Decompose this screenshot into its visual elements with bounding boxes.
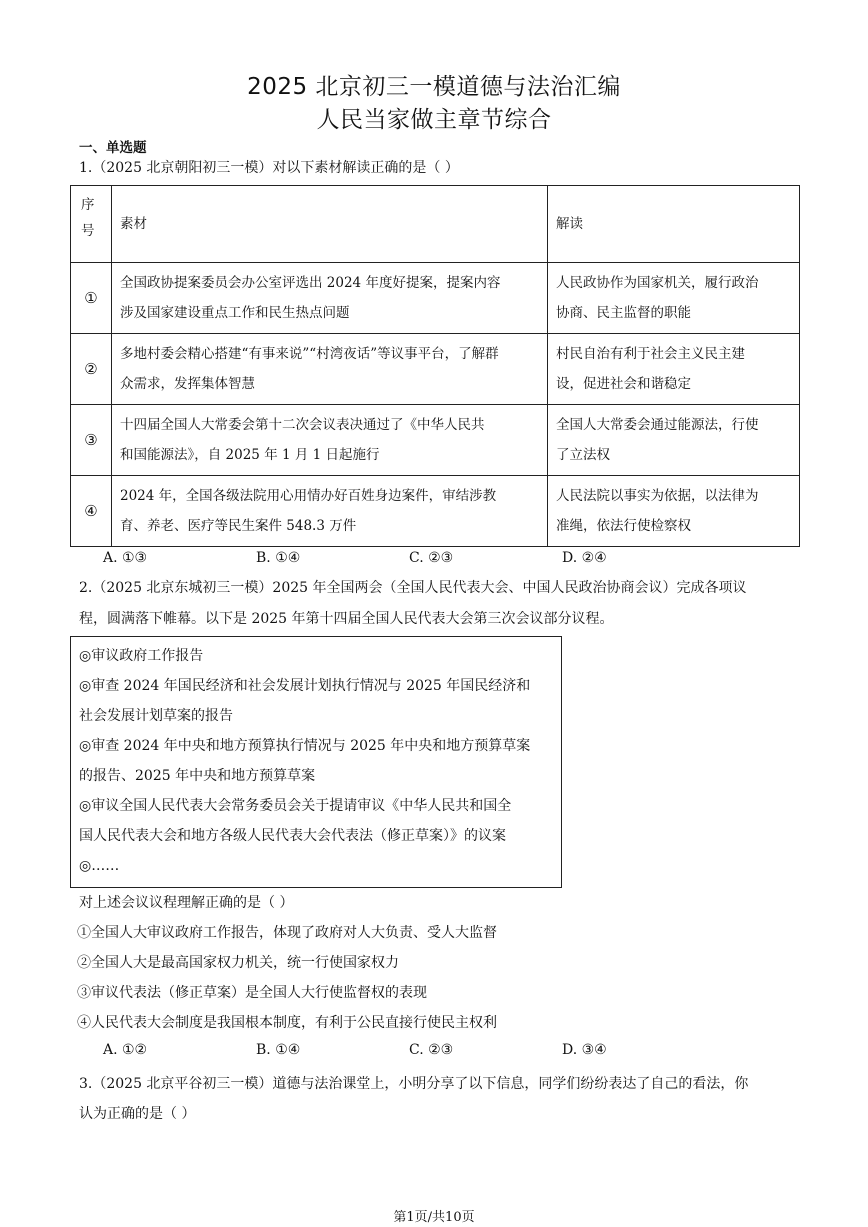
q3-stem-line2: 认为正确的是（ ） [79, 1106, 196, 1122]
option-b: B. ①④ [256, 550, 301, 566]
option-d: D. ②④ [562, 550, 607, 566]
header-number [71, 186, 112, 263]
q1-options [103, 550, 715, 566]
option-c: C. ②③ [409, 550, 454, 566]
q2-stem-line2: 程，圆满落下帷幕。以下是 2025 年第十四届全国人民代表大会第三次会议部分议程。 [79, 611, 614, 627]
reading-line: 人民政协作为国家机关，履行政治 [556, 275, 759, 291]
q2-options [103, 1042, 715, 1058]
header-material: 素材 [112, 186, 548, 263]
q1-stem: 1.（2025 北京朝阳初三一模）对以下素材解读正确的是（ ） [79, 160, 459, 176]
option-d: D. ③④ [562, 1042, 607, 1058]
q2-question: 对上述会议议程理解正确的是（ ） [79, 895, 294, 911]
material-line: 育、养老、医疗等民生案件 548.3 万件 [120, 518, 357, 534]
q1-material-table [70, 185, 800, 547]
agenda-line: ◎…… [79, 858, 120, 874]
header-number-b: 号 [81, 223, 95, 239]
reading-line: 全国人大常委会通过能源法，行使 [556, 417, 759, 433]
row-number: ③ [71, 405, 112, 476]
row-number: ② [71, 334, 112, 405]
row-reading [548, 405, 800, 476]
material-line: 和国能源法》，自 2025 年 1 月 1 日起施行 [120, 447, 380, 463]
reading-line: 设，促进社会和谐稳定 [556, 376, 691, 392]
option-a: A. ①② [103, 1042, 148, 1058]
material-line: 全国政协提案委员会办公室评选出 2024 年度好提案，提案内容 [120, 275, 501, 291]
agenda-line: ◎审查 2024 年国民经济和社会发展计划执行情况与 2025 年国民经济和 [79, 678, 531, 694]
section-heading: 一、单选题 [79, 140, 147, 156]
row-reading [548, 334, 800, 405]
reading-line: 了立法权 [556, 447, 610, 463]
material-line: 涉及国家建设重点工作和民生热点问题 [120, 305, 350, 321]
table-row [71, 476, 800, 547]
option-c: C. ②③ [409, 1042, 454, 1058]
q2-stem-line1: 2.（2025 北京东城初三一模）2025 年全国两会（全国人民代表大会、中国人民政治协商会议）完成各项议 [79, 580, 747, 596]
table-row [71, 405, 800, 476]
material-line: 众需求，发挥集体智慧 [120, 376, 255, 392]
reading-line: 准绳，依法行使检察权 [556, 518, 691, 534]
row-material [112, 334, 548, 405]
q2-statement: ①全国人大审议政府工作报告，体现了政府对人大负责、受人大监督 [77, 925, 497, 941]
agenda-line: 社会发展计划草案的报告 [79, 708, 233, 724]
document-title-line1: 2025 北京初三一模道德与法治汇编 [247, 74, 621, 100]
table-row [71, 263, 800, 334]
q3-stem-line1: 3.（2025 北京平谷初三一模）道德与法治课堂上，小明分享了以下信息，同学们纷纷表达了自己的看法，你 [79, 1076, 749, 1092]
header-reading: 解读 [548, 186, 800, 263]
row-reading [548, 476, 800, 547]
reading-line: 协商、民主监督的职能 [556, 305, 691, 321]
option-a: A. ①③ [103, 550, 148, 566]
page-footer: 第1页/共10页 [393, 1210, 475, 1225]
row-material [112, 405, 548, 476]
row-material [112, 263, 548, 334]
agenda-line: ◎审查 2024 年中央和地方预算执行情况与 2025 年中央和地方预算草案 [79, 738, 531, 754]
row-number: ④ [71, 476, 112, 547]
q2-statement: ③审议代表法（修正草案）是全国人大行使监督权的表现 [77, 985, 427, 1001]
row-material [112, 476, 548, 547]
agenda-line: 国人民代表大会和地方各级人民代表大会代表法（修正草案）》的议案 [79, 828, 506, 844]
document-title-line2: 人民当家做主章节综合 [316, 107, 552, 133]
material-line: 多地村委会精心搭建“有事来说”“村湾夜话”等议事平台，了解群 [120, 346, 499, 362]
table-row [71, 334, 800, 405]
agenda-line: 的报告、2025 年中央和地方预算草案 [79, 768, 316, 784]
header-number-a: 序 [81, 197, 95, 213]
row-number: ① [71, 263, 112, 334]
row-reading [548, 263, 800, 334]
reading-line: 人民法院以事实为依据，以法律为 [556, 488, 759, 504]
agenda-line: ◎审议政府工作报告 [79, 648, 204, 664]
q2-agenda-box [70, 636, 562, 888]
table-header-row [71, 186, 800, 263]
reading-line: 村民自治有利于社会主义民主建 [556, 346, 745, 362]
q2-statement: ②全国人大是最高国家权力机关，统一行使国家权力 [77, 955, 399, 971]
material-line: 十四届全国人大常委会第十二次会议表决通过了《中华人民共 [120, 417, 485, 433]
agenda-line: ◎审议全国人民代表大会常务委员会关于提请审议《中华人民共和国全 [79, 798, 512, 814]
material-line: 2024 年，全国各级法院用心用情办好百姓身边案件，审结涉教 [120, 488, 497, 504]
option-b: B. ①④ [256, 1042, 301, 1058]
q2-statement: ④人民代表大会制度是我国根本制度，有利于公民直接行使民主权利 [77, 1015, 497, 1031]
